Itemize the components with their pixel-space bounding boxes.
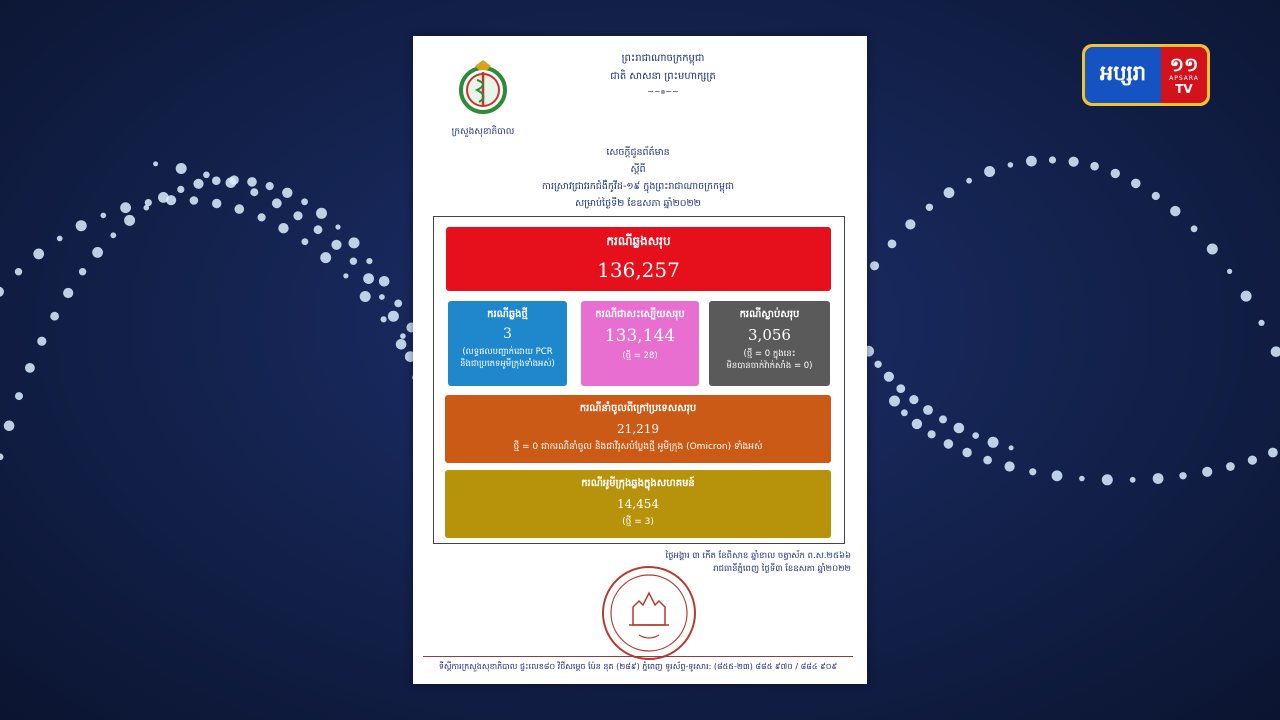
sparkle-dot bbox=[235, 204, 245, 214]
imported-cases-box bbox=[445, 395, 831, 463]
sparkle-dot bbox=[176, 163, 187, 174]
sparkle-dot bbox=[335, 224, 340, 229]
sparkle-dot bbox=[316, 208, 327, 219]
sparkle-dot bbox=[983, 456, 992, 465]
ministry-name: ក្រសួងសុខាភិបាល bbox=[451, 127, 515, 137]
deaths-box bbox=[709, 301, 830, 386]
sparkle-dot bbox=[124, 215, 135, 226]
community-cases-box bbox=[445, 470, 831, 538]
sparkle-dot bbox=[278, 223, 288, 233]
sparkle-dot bbox=[15, 392, 23, 400]
sparkle-dot bbox=[923, 405, 933, 415]
sparkle-dot bbox=[1090, 162, 1099, 171]
sparkle-dot bbox=[400, 333, 406, 339]
footer-divider bbox=[423, 656, 853, 657]
sparkle-dot bbox=[1005, 461, 1015, 471]
sparkle-dot bbox=[92, 247, 103, 258]
sparkle-dot bbox=[258, 213, 266, 221]
sparkle-dot bbox=[266, 182, 274, 190]
sparkle-dot bbox=[396, 339, 407, 350]
sparkle-dot bbox=[190, 196, 199, 205]
sparkle-dot bbox=[320, 252, 331, 263]
sparkle-dot bbox=[33, 249, 44, 260]
sparkle-dot bbox=[1248, 456, 1257, 465]
sparkle-dot bbox=[0, 454, 4, 461]
sparkle-dot bbox=[76, 220, 87, 231]
headline-3: ការស្រាវជ្រាវរកជំងឺកូវីដ-១៩ ក្នុងព្រះរាជាណាចក្រកម្ពុជា bbox=[541, 181, 735, 192]
new-cases-label: ករណីឆ្លងថ្មី bbox=[487, 309, 528, 320]
imported-label: ករណីនាំចូលពីក្រៅប្រទេសសរុប bbox=[579, 403, 697, 414]
motto: ជាតិ សាសនា ព្រះមហាក្សត្រ bbox=[610, 71, 716, 82]
headline-1: សេចក្ដីជូនព័ត៌មាន bbox=[606, 147, 670, 158]
sparkle-dot bbox=[1226, 462, 1235, 471]
sparkle-dot bbox=[360, 291, 371, 302]
sparkle-dot bbox=[1207, 244, 1218, 255]
sparkle-dot bbox=[1268, 448, 1278, 458]
sparkle-dot bbox=[1008, 162, 1014, 168]
deaths-note-2: មិនបានចាក់វ៉ាក់សាំង = 0) bbox=[726, 361, 813, 371]
sparkle-dot bbox=[1152, 192, 1160, 200]
sparkle-dot bbox=[379, 276, 390, 287]
sparkle-dot bbox=[1029, 468, 1036, 475]
sparkle-dot bbox=[1170, 206, 1180, 216]
logo-brand: APSARA bbox=[1169, 74, 1199, 82]
sparkle-dot bbox=[928, 430, 936, 438]
sparkle-dot bbox=[1227, 269, 1232, 274]
sparkle-dot bbox=[349, 237, 360, 248]
sparkle-dot bbox=[1202, 467, 1212, 477]
deaths-label: ករណីស្លាប់សរុប bbox=[739, 309, 800, 320]
sparkle-dot bbox=[884, 372, 894, 382]
sparkle-dot bbox=[0, 287, 4, 297]
sparkle-dot bbox=[37, 337, 46, 346]
sparkle-dot bbox=[394, 300, 402, 308]
sparkle-dot bbox=[15, 268, 22, 275]
sparkle-dot bbox=[145, 199, 152, 206]
sparkle-dot bbox=[962, 448, 971, 457]
sparkle-dot bbox=[1009, 445, 1014, 450]
sparkle-dot bbox=[388, 311, 399, 322]
community-note: (ថ្មី = 3) bbox=[622, 517, 654, 527]
sparkle-dot bbox=[79, 268, 86, 275]
deaths-value: 3,056 bbox=[748, 326, 791, 344]
ministry-emblem-icon bbox=[457, 58, 509, 118]
sparkle-dot bbox=[25, 363, 35, 373]
sparkle-dot bbox=[909, 395, 918, 404]
sparkle-dot bbox=[110, 232, 116, 238]
sparkle-dot bbox=[1258, 320, 1264, 326]
logo-name: អប្សរា bbox=[1085, 47, 1161, 103]
sparkle-dot bbox=[944, 187, 955, 198]
sparkle-dot bbox=[1131, 179, 1141, 189]
headline-2: ស្ដីពី bbox=[630, 164, 646, 175]
ornament: ~~๏~~ bbox=[647, 87, 679, 96]
sparkle-dot bbox=[1179, 472, 1186, 479]
sparkle-dot bbox=[177, 186, 184, 193]
sparkle-dot bbox=[57, 236, 63, 242]
new-cases-note-1: (លទ្ធផលបញ្ជាក់ដោយ PCR bbox=[462, 347, 553, 357]
kingdom-title: ព្រះរាជាណាចក្រកម្ពុជា bbox=[621, 53, 705, 64]
sparkle-dot bbox=[870, 261, 879, 270]
sparkle-dot bbox=[939, 415, 947, 423]
imported-note: ថ្មី = 0 ជាករណីនាំចូល និងជាវីរុសបំប្លែងថ្មី អូមីក្រុង (Omicron) ទាំងអស់ bbox=[513, 442, 763, 452]
sparkle-dot bbox=[120, 202, 131, 213]
solar-date: រាជធានីភ្នំពេញ ថ្ងៃទី៣ ខែឧសភា ឆ្នាំ២០២២ bbox=[713, 564, 851, 574]
recovered-label: ករណីជាសះស្បើយសរុប bbox=[595, 309, 685, 320]
sparkle-dot bbox=[302, 238, 309, 245]
sparkle-dot bbox=[889, 396, 900, 407]
sparkle-dot bbox=[901, 409, 908, 416]
sparkle-dot bbox=[966, 178, 972, 184]
lunar-date: ថ្ងៃអង្គារ ៣ កើត ខែពិសាខ ឆ្នាំខាល ចត្វាស័ក ព.ស.២៥៦៦ bbox=[665, 551, 851, 561]
sparkle-dot bbox=[153, 161, 158, 166]
sparkle-dot bbox=[1052, 470, 1063, 481]
sparkle-dot bbox=[954, 423, 965, 434]
new-cases-box bbox=[448, 301, 567, 386]
sparkle-dot bbox=[250, 188, 258, 196]
sparkle-dot bbox=[212, 176, 221, 185]
footer-address: ទីស្ដីការក្រសួងសុខាភិបាល ផ្ទះលេខ៨០ វិថីសម្ដេច ប៉ែន នុត (២៨៩) ភ្នំពេញ ទូរស័ព្ទ-ទូរសារ: (៨៥៥-២៣) ៨៨៥ ៩៧០ / ៨៨៤ ៩០៩ bbox=[438, 662, 838, 671]
official-seal-icon bbox=[599, 563, 699, 663]
sparkle-dot bbox=[343, 273, 348, 278]
sparkle-dot bbox=[247, 177, 257, 187]
total-cases-box bbox=[446, 227, 831, 291]
sparkle-dot bbox=[314, 225, 323, 234]
sparkle-dot bbox=[282, 188, 292, 198]
logo-tv: TV bbox=[1175, 81, 1193, 96]
sparkle-dot bbox=[1130, 477, 1136, 483]
sparkle-dot bbox=[896, 384, 905, 393]
headline-4: សម្រាប់ថ្ងៃទី២ ខែឧសភា ឆ្នាំ២០២២ bbox=[575, 198, 701, 209]
recovered-box bbox=[581, 301, 699, 386]
sparkle-dot bbox=[212, 199, 221, 208]
sparkle-dot bbox=[379, 294, 385, 300]
sparkle-dot bbox=[1049, 156, 1056, 163]
community-label: ករណីអូមីក្រុងឆ្លងក្នុងសហគមន៍ bbox=[581, 478, 695, 489]
sparkle-dot bbox=[301, 198, 308, 205]
deaths-note-1: (ថ្មី = 0 ក្នុងនេះ bbox=[743, 349, 796, 359]
new-cases-note-2: និងជាប្រភេទអូមីក្រុងទាំងអស់) bbox=[460, 359, 555, 369]
sparkle-dot bbox=[1079, 476, 1085, 482]
sparkle-dot bbox=[363, 273, 374, 284]
sparkle-dot bbox=[63, 288, 73, 298]
sparkle-dot bbox=[972, 432, 979, 439]
covid-report-document bbox=[413, 36, 867, 684]
sparkle-dot bbox=[381, 316, 387, 322]
sparkle-dot bbox=[331, 240, 341, 250]
sparkle-dot bbox=[944, 439, 954, 449]
sparkle-dot bbox=[166, 195, 176, 205]
total-cases-label: ករណីឆ្លងសរុប bbox=[606, 234, 671, 248]
sparkle-dot bbox=[101, 213, 107, 219]
sparkle-dot bbox=[1241, 291, 1252, 302]
sparkle-dot bbox=[1102, 474, 1113, 485]
sparkle-dot bbox=[193, 179, 203, 189]
sparkle-dot bbox=[1026, 156, 1037, 167]
apsara-tv-logo bbox=[1082, 44, 1210, 106]
sparkle-dot bbox=[1191, 225, 1198, 232]
sparkle-dot bbox=[984, 166, 995, 177]
recovered-note: (ថ្មី = 28) bbox=[622, 351, 658, 361]
sparkle-dot bbox=[226, 177, 237, 188]
sparkle-dot bbox=[1271, 346, 1280, 357]
community-value: 14,454 bbox=[617, 497, 659, 511]
sparkle-dot bbox=[50, 312, 59, 321]
sparkle-dot bbox=[1111, 169, 1120, 178]
sparkle-dot bbox=[350, 258, 357, 265]
sparkle-dot bbox=[926, 204, 933, 211]
sparkle-dot bbox=[905, 219, 915, 229]
sparkle-dot bbox=[366, 258, 372, 264]
sparkle-dot bbox=[888, 240, 897, 249]
total-cases-value: 136,257 bbox=[597, 258, 680, 282]
logo-number: ១១ bbox=[1169, 53, 1199, 76]
sparkle-dot bbox=[912, 419, 922, 429]
sparkle-dot bbox=[203, 172, 210, 179]
sparkle-dot bbox=[988, 437, 999, 448]
new-cases-value: 3 bbox=[503, 326, 512, 342]
recovered-value: 133,144 bbox=[604, 326, 676, 346]
sparkle-dot bbox=[874, 361, 881, 368]
sparkle-dot bbox=[1153, 473, 1164, 484]
sparkle-dot bbox=[1069, 157, 1079, 167]
sparkle-dot bbox=[272, 198, 282, 208]
sparkle-dot bbox=[4, 421, 15, 432]
imported-value: 21,219 bbox=[617, 422, 659, 436]
sparkle-dot bbox=[293, 211, 302, 220]
